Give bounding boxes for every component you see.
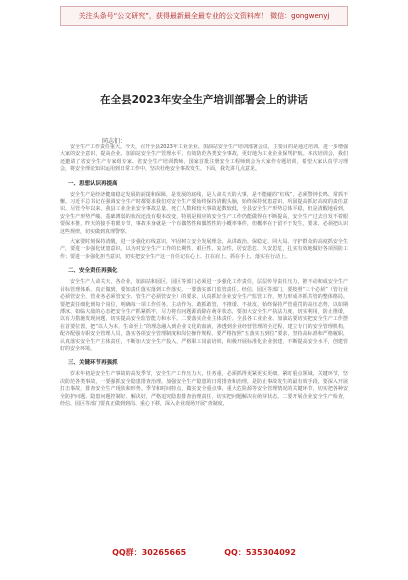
document-body <box>60 144 348 534</box>
promo-banner[interactable]: 关注头条号“公文研究”，获得最新最全最专业的公文资料库！ 微信：gongwenyj <box>60 6 348 26</box>
qq-group-number: QQ群：30265665 <box>112 548 187 557</box>
document-title: 在全县2023年安全生产培训部署会上的讲话 <box>100 94 308 106</box>
body-paragraph: 岁末年初是安全生产事故的高发季节，安全生产工作压力大，任务重，必须抓得更紧更实更细，紧盯重点领域、关键环节，坚决防范各类事故，一要强抓安全隐患排查治理。加强安全生产隐患的日常排查和治理，是防止事故发生的最有效手段。要深入开展打击事故，排查安全生产现状和形势。季节和时间特点，做实安全重点事，重大危险源等安全管理情况的关键环节，切实把各种安全防护问题、隐患问题控制好、解决好，严格追究隐患排查治理责任，切实把问题解决在萌芽状态。二要开展企业安全生产检查，经信、园区等部门要真正做到到岗、重心下移，深入企业现场开展“查制度、 <box>60 371 348 407</box>
qq-number: QQ：535304092 <box>224 548 296 557</box>
section-heading: 一、思想认识再提高 <box>68 180 118 187</box>
body-paragraph: 安全生产人命关天，各企业，加油站和园区，园区等部门必须进一步强化工作责任，层层传导责任压力，推不动和成安全生产目标管理体系，真正做到，要知责任落实落到工作落实。一要落实部门监管责任。经信、园区等部门，要按照“三个必须”（管行业必须管安全、管业务必须管安全、管生产必须管安全）的要求，认真抓好企业安全生产监管工作，努力形成齐抓共管的整体格局。要把责任细化到每个岗位，明确每一项工作任务、主动作为、敢抓敢管，不推诿、不扯皮，始终保持严管重罚的高压态势，以如期薄冰、如临大敌的心态把安全生产抓紧抓牢，尽力将有问题源消除在萌芽状态，要加大安全生产执法力度，切实利用，防止推诿，以有力措施发现问题，切实提高安全监管能力和水平。二要落实企业主体责任。全县各工业企业、加油站要切实把安全生产工作摆在首要位置，把“以人为本，生命至上”的理念融入到企业文化的血液，渗透到企业经营管理的全过程，建立专门的安全管理机构，配齐配强专职安全管理人员，落实各项安全管理制度和岗位操作规程。要严格按照“五落实五到位”要求，坚持高标准和严格履职，认真落实安全生产主体责任，不断加大安全生产投入，严格职工岗前培训，积极开展标准化企业创建，不断提高安全水平，创建管好的安全环境。 <box>60 279 348 352</box>
intro-paragraph: 安全生产工作责任重大。今天，召开全县2023年工业企业、加油站安全生产培训部署会议，主要目的是通过培训，进一步增强大家的安全意识，提高企业、加油站安全生产管理水平，有效防范各类安全事故，更好地为工业企业保驾护航。本次培训会，我们还邀请了省安全生产专家组专家、省安全生产培训教师、国家首批注册安全工程师到会为大家作专题培训，希望大家认真学习理会，将安全理论知识运用到日常工作中，坚决杜绝安全事故发生。下面，我先讲几点意见。 <box>60 144 348 173</box>
contact-footer <box>0 547 408 558</box>
greeting: 同志们： <box>102 138 127 145</box>
section-heading: 三、关键环节再强抓 <box>68 360 118 367</box>
section-heading: 二、安全责任再强化 <box>68 268 118 275</box>
body-paragraph: 安全生产是经济健康稳定发展的前提和保障，是发展的底线，是人命关天的大事，是不能碰的“红线”，必须警钟长鸣、常抓不懈。习近平总书记在强调安全生产时都要求我们对安全生产要始终保持清醒头脑，始终保持忧患意识，巩固提高抓好高度的责任意识。尽管今年以来，我县工业企业安全事故总量、死亡人数和较大事故起数较低，全县安全生产形势总体平稳，但是清醒地看到，安全生产形势严峻，基础薄弱的状况还没有根本改变，特别是相应的安全生产工作仍能做得在不断提高，安全生产过去自发不着眼要保本推，昨天的接手着眼专节，事故本身就是一个有偶然性和偶然性的小概率事件，但概率在于留不于发生，要求，必须把认识这些规律，切实做到真理警察。 <box>60 191 348 235</box>
body-paragraph: 大家要时刻保持清醒，进一步强化红线意识，牢固树立安全发展理念，从讲政治、保稳定、同大局、守护群众的高度抓安全生产，要进一步强化忧患意识，以为对安全生产工作的长期性、艰巨性、复杂性，居安思危、久安思危，扎实有效地做好各项预防工作；要进一步强化担当意识，切实把安全生产这一自任记在心上、扛在肩上、抓在手上，落实在行动上。 <box>60 239 348 260</box>
